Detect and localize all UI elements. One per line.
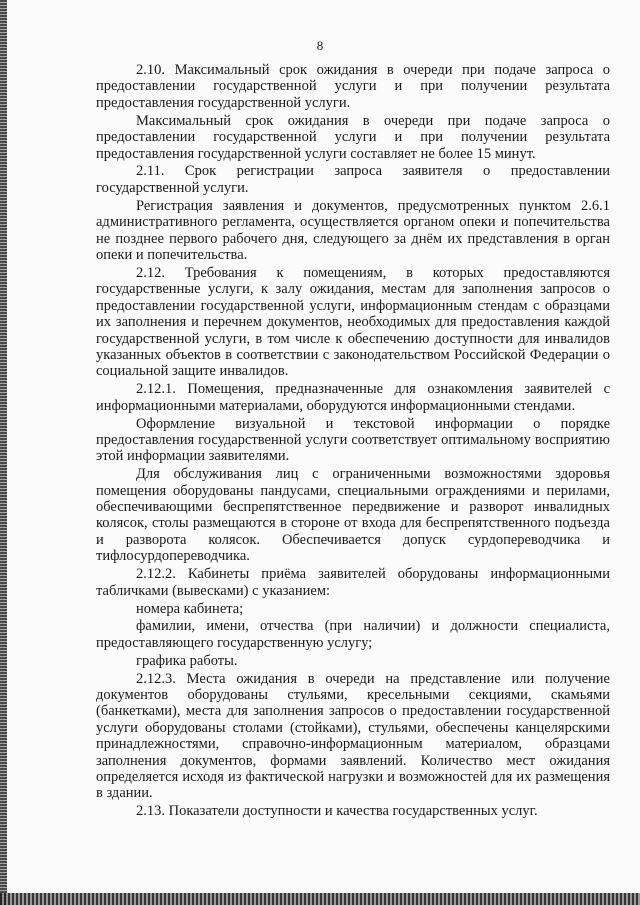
paragraph-2-12-2: 2.12.2. Кабинеты приёма заявителей оборудованы информационными табличками (вывесками) с указанием: (96, 566, 610, 599)
list-item-work-schedule: графика работы. (136, 652, 238, 669)
paragraph-2-10: 2.10. Максимальный срок ожидания в очереди при подаче запроса о предоставлении государственной услуги и при получении результата предоставления государственной услуги. (96, 62, 610, 111)
paragraph-2-12-1: 2.12.1. Помещения, предназначенные для ознакомления заявителей с информационными материалами, оборудуются информационными стендами. (96, 381, 610, 414)
paragraph-2-12-1-accessibility: Для обслуживания лиц с ограниченными возможностями здоровья помещения оборудованы пандусами, специальными ограждениями и перилами, обеспечивающими беспрепятственное передвижение и разворот инвалидных колясок, столы размещаются в стороне от входа для беспрепятственного подъезда и разворота колясок. Обеспечивается допуск сурдопереводчика и тифлосурдопереводчика. (96, 466, 610, 565)
page-number: 8 (316, 38, 324, 53)
paragraph-2-10-text: Максимальный срок ожидания в очереди при подаче запроса о предоставлении государственной услуги и при получении результата предоставления государственной услуги составляет не более 15 минут. (96, 112, 610, 162)
document-body (96, 62, 610, 821)
list-item-room-number: номера кабинета; (136, 600, 244, 617)
paragraph-2-11-text: Регистрация заявления и документов, предусмотренных пунктом 2.6.1 административного регламента, осуществляется органом опеки и попечительства не позднее первого рабочего дня, следующего за днём их представления в орган опеки и попечительства. (96, 197, 610, 263)
paragraph-2-11: 2.11. Срок регистрации запроса заявителя о предоставлении государственной услуги. (96, 163, 610, 196)
paragraph-2-12-3: 2.12.3. Места ожидания в очереди на представление или получение документов оборудованы стульями, кресельными секциями, скамьями (банкетками), места для заполнения запросов о предоставлении государственной услуги оборудованы столами (стойками), стульями, обеспечены канцелярскими принадлежностями, справочно-информационным материалом, образцами заполнения документов, формами заявлений. Количество мест ожидания определяется исходя из фактической нагрузки и возможностей для их размещения в здании. (96, 670, 610, 802)
scan-edge-left (0, 0, 7, 905)
paragraph-2-13: 2.13. Показатели доступности и качества государственных услуг. (136, 803, 538, 820)
paragraph-2-12-1-design: Оформление визуальной и текстовой информации о порядке предоставления государственной услуги соответствует оптимальному восприятию этой информации заявителями. (96, 415, 610, 465)
list-item-specialist-name: фамилии, имени, отчества (при наличии) и должности специалиста, предоставляющего государственную услугу; (96, 618, 610, 651)
scan-edge-bottom (0, 893, 640, 905)
paragraph-2-12: 2.12. Требования к помещениям, в которых предоставляются государственные услуги, к залу ожидания, местам для заполнения запросов о предоставлении государственной услуги, информационным стендам с образцами их заполнения и перечнем документов, необходимых для предоставления каждой государственной услуги, в том числе к обеспечению доступности для инвалидов указанных объектов в соответствии с законодательством Российской Федерации о социальной защите инвалидов. (96, 264, 610, 380)
